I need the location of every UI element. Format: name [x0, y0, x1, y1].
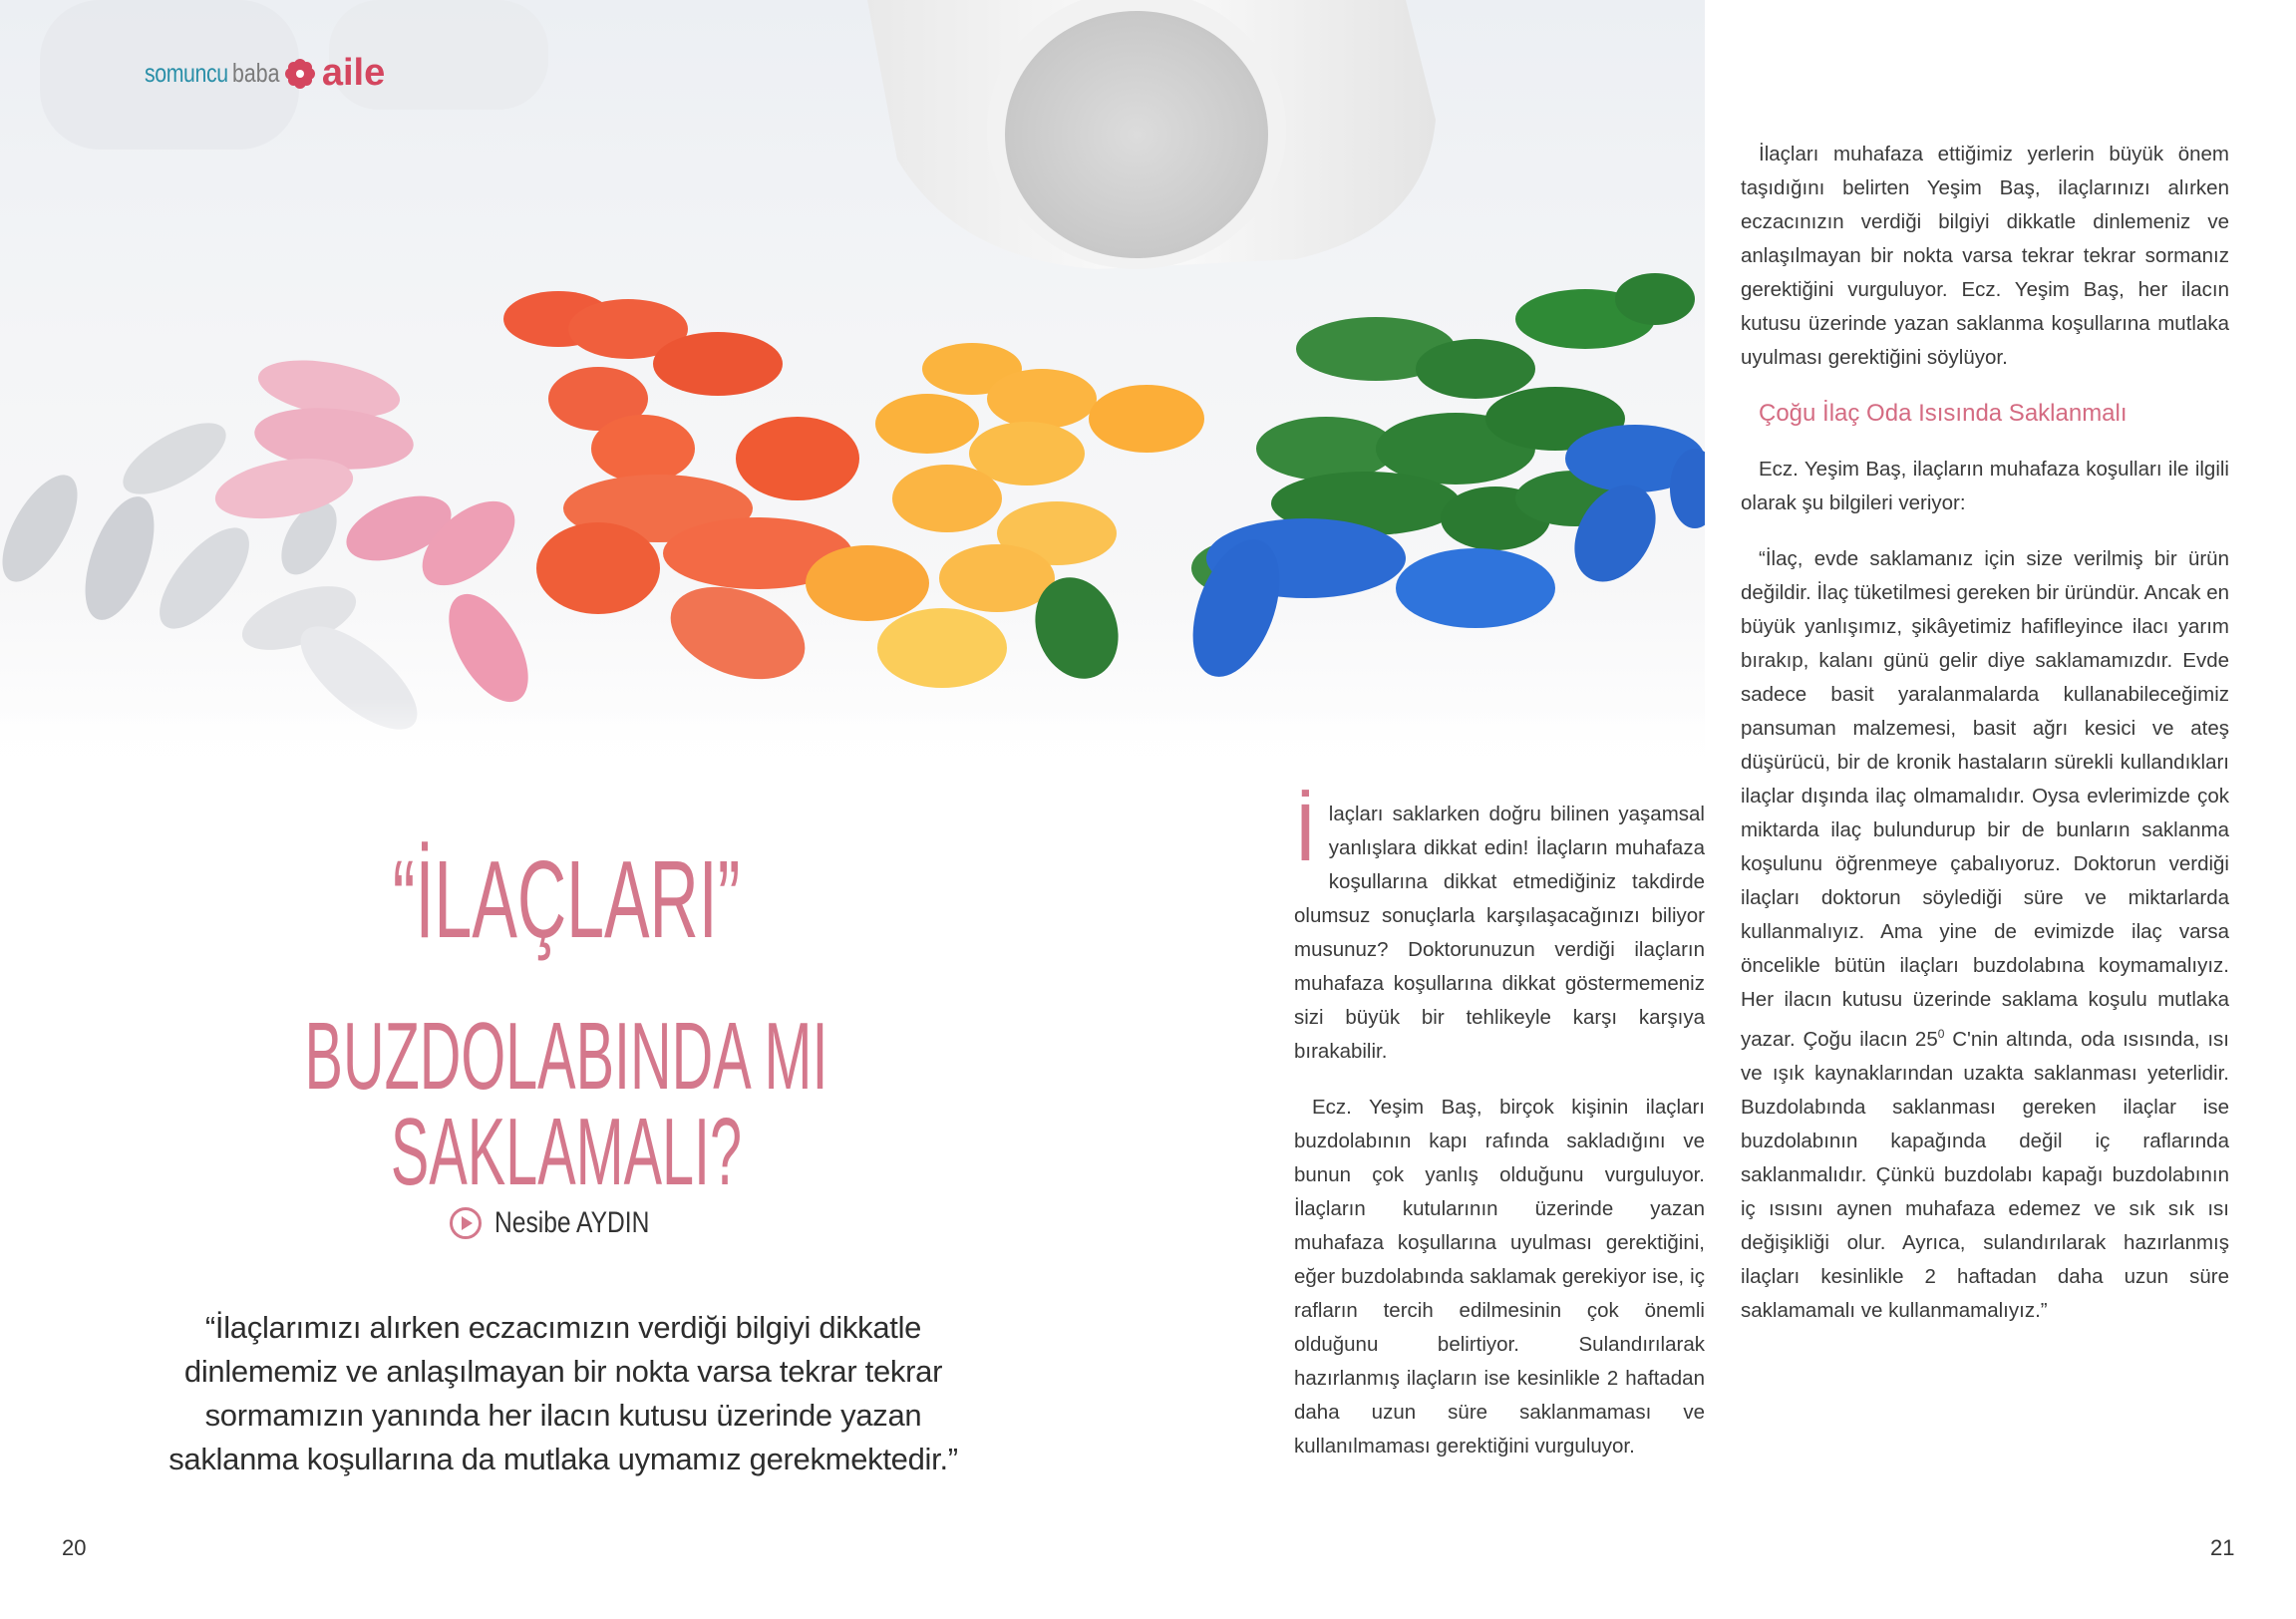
play-circle-icon	[449, 1206, 483, 1240]
pull-quote: “İlaçlarımızı alırken eczacımızın verdiği bilgiyi dikkatle dinlememiz ve anlaşılmayan bir nokta varsa tekrar tekrar sormamızın yanında her ilacın kutusu üzerinde yazan saklanma koşullarına da mutlaka uymamız gerekmektedir.”	[168, 1310, 958, 1476]
column2-paragraph-1: İlaçları muhafaza ettiğimiz yerlerin büyük önem taşıdığını belirten Yeşim Baş, ilaçlarınızı alırken eczacınızın verdiği bilgiyi dikkatle dinlemeniz ve anlaşılmayan bir nokta varsa tekrar tekrar sormanız gerektiğini vurguluyor. Ecz. Yeşim Baş, her ilacın kutusu üzerinde yazan saklanma koşullarına mutlaka uyulması gerektiğini söylüyor.	[1741, 143, 2229, 369]
logo-text-somuncu: somuncu	[145, 58, 228, 88]
article-column-2	[1741, 138, 2229, 1328]
column1-paragraph-1-text: laçları saklarken doğru bilinen yaşamsal yanlışlara dikkat edin! İlaçların muhafaza koşullarına dikkat etmediğiniz takdirde olumsuz sonuçlarla karşılaşacağınızı biliyor musunuz? Doktorunuzun verdiği ilaçların muhafaza koşullarına dikkat göstermemeniz sizi büyük bir tehlikeyle karşı karşıya bırakabilir.	[1294, 803, 1705, 1063]
orange-pills	[503, 291, 859, 696]
pills-illustration	[0, 0, 1705, 778]
logo-text-aile: aile	[321, 52, 386, 94]
headline-line-2: BUZDOLABINDA MI SAKLAMALI?	[304, 1003, 828, 1205]
column1-paragraph-2: Ecz. Yeşim Baş, birçok kişinin ilaçları buzdolabının kapı rafında sakladığını ve bunun çok yanlış olduğunu vurguluyor. İlaçların kutularının üzerinde yazan muhafaza koşullarına uyulması gerektiğini, eğer buzdolabında saklamak gerekiyor ise, iç rafların tercih edilmesinin çok önemli olduğunu belirtiyor. Sulandırılarak hazırlanmış ilaçların ise kesinlikle 2 haftadan daha uzun süre saklanmaması ve kullanılmaması gerektiğini vurguluyor.	[1294, 1096, 1705, 1457]
page-number-right: 21	[2210, 1535, 2235, 1560]
magazine-logo[interactable]	[145, 52, 385, 95]
degree-superscript: 0	[1937, 1027, 1945, 1041]
photo-fade	[0, 698, 1705, 778]
column2-paragraph-3-text-a: “İlaç, evde saklamanız için size verilmiş bir ürün değildir. İlaç tüketilmesi gereken bir üründür. Ancak en büyük yanlışımız, şikâyetimiz hafifleyince ilacı yarım bırakıp, kalanı günü gelir diye saklamamızdır. Evde sadece basit yaralanmalarda kullanabileceğimiz pansuman malzemesi, basit ağrı kesici ve ateş düşürücü, bir de kronik hastaların sürekli kullandıkları ilaçlar dışında ilaç olmamalıdır. Oysa evlerimizde çok miktarda ilaç bulundurup bir de bunların saklanma koşulunu öğrenmeye çabalıyoruz. Doktorun verdiği ilaçları doktorun söylediği süre ve miktarlarda kullanmalıyız. Ama yine de evimizde ilaç varsa öncelikle bütün ilaçları buzdolabına koymamalıyız. Her ilacın kutusu üzerinde saklama koşulu mutlaka yazar. Çoğu ilacın 25	[1741, 547, 2229, 1051]
column2-paragraph-3	[1741, 542, 2229, 1328]
column2-paragraph-3-text-b: C'nin altında, oda ısısında, ısı ve ışık kaynaklarından uzakta saklanması yeterlidir. Buzdolabında saklanması gereken ilaçlar ise buzdolabının kapağında değil iç raflarında saklanmalıdır. Çünkü buzdolabı kapağı buzdolabının iç ısısını aynen muhafaza edemez ve sık sık ısı değişikliği olur. Ayrıca, sulandırılarak hazırlanmış ilaçları kesinlikle 2 haftadan daha uzun süre saklamamalı ve kullanmamalıyız.”	[1741, 1027, 2229, 1322]
drop-cap: İ	[1294, 788, 1317, 878]
author-byline	[449, 1206, 684, 1240]
logo-text-baba: baba	[232, 58, 280, 88]
right-page	[1705, 0, 2296, 1619]
yellow-pills	[806, 343, 1204, 688]
column2-paragraph-2: Ecz. Yeşim Baş, ilaçların muhafaza koşulları ile ilgili olarak şu bilgileri veriyor:	[1741, 458, 2229, 514]
flower-icon	[284, 58, 316, 90]
column1-paragraph-1	[1294, 788, 1705, 1069]
hero-photo	[0, 0, 1705, 778]
subheading: Çoğu İlaç Oda Isısında Saklanmalı	[1759, 400, 2128, 427]
article-column-1	[1294, 788, 1705, 1463]
headline-line-1: “İLAÇLARI”	[392, 838, 741, 961]
author-name: Nesibe AYDIN	[494, 1206, 650, 1239]
page-number-left: 20	[62, 1535, 87, 1560]
